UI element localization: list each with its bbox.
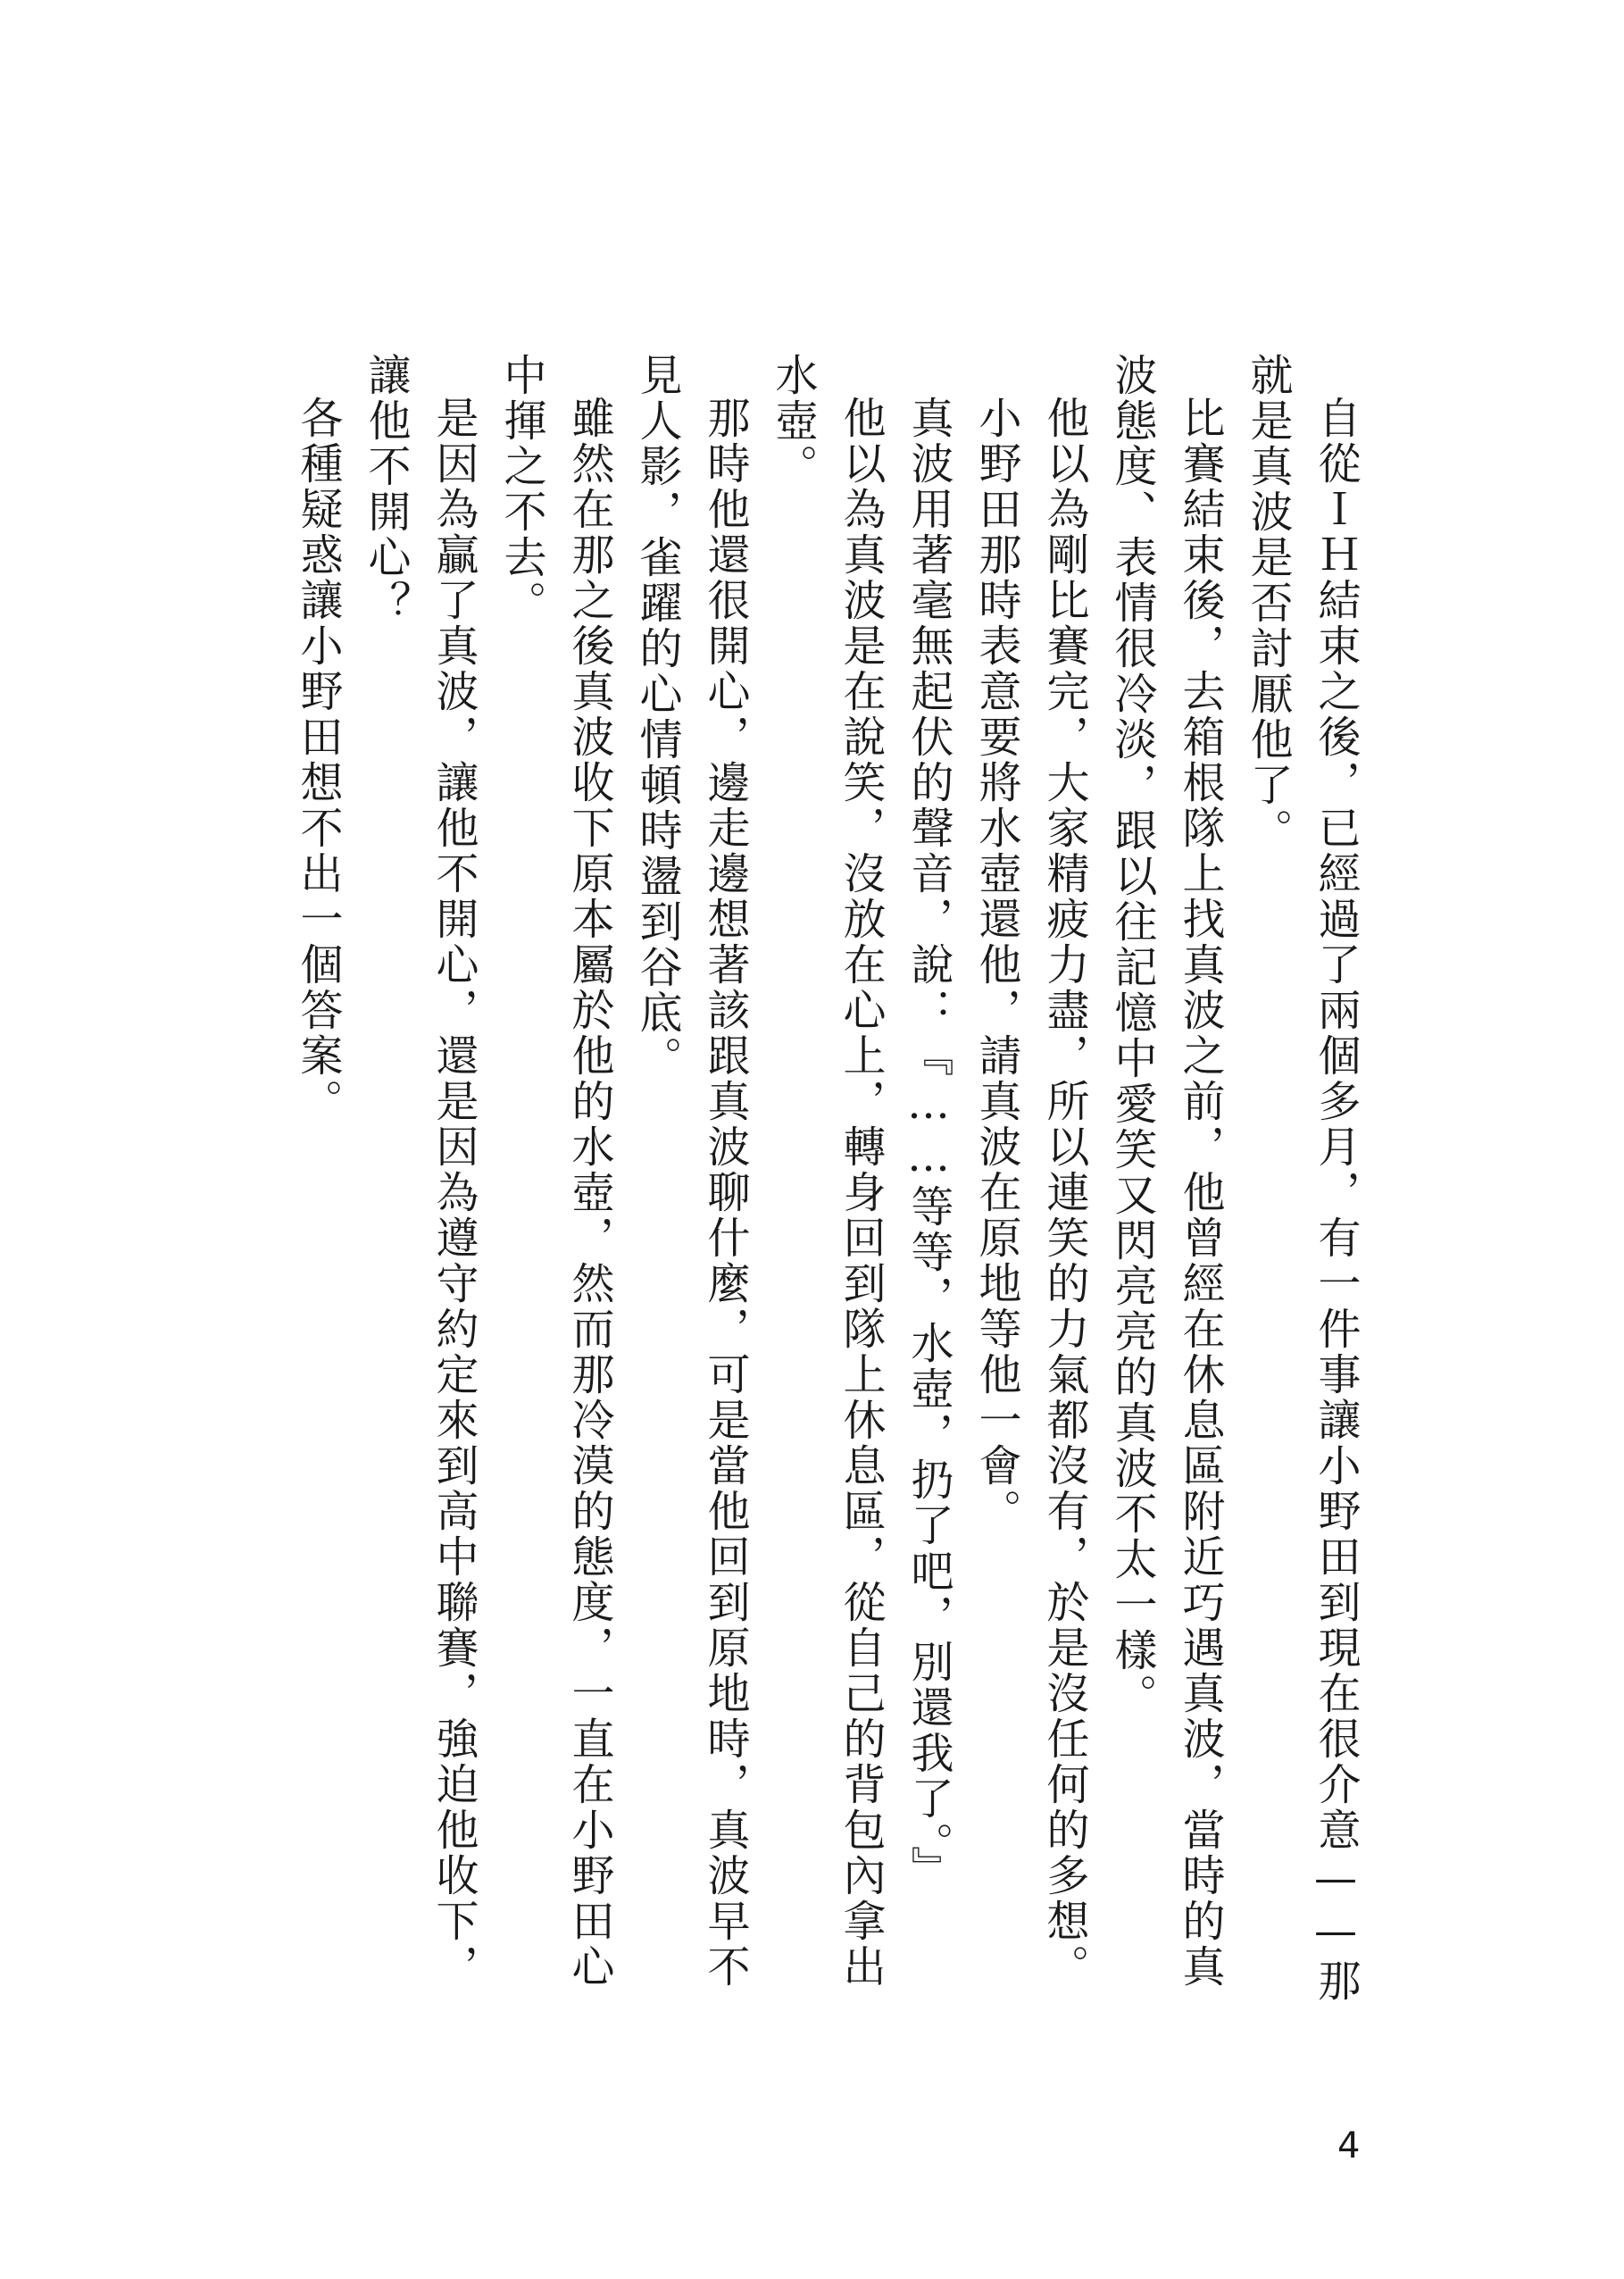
vertical-text-body	[284, 353, 1370, 2014]
paragraph-10: 各種疑惑讓小野田想不出一個答案。	[293, 396, 343, 1124]
paragraph-8: 雖然在那之後真波收下原本屬於他的水壺，然而那冷漠的態度，一直在小野田心中揮之不去。	[496, 353, 614, 1990]
paragraph-5: 真波用著毫無起伏的聲音，說：『……等等，水壺，扔了吧，別還我了。』	[904, 396, 954, 1891]
page-number: 4	[1337, 2125, 1361, 2166]
paragraph-6: 他以為真波是在說笑，沒放在心上，轉身回到隊上休息區，從自己的背包內拿出水壺。	[768, 353, 886, 1990]
paragraph-3: 他以為剛比賽完，大家精疲力盡，所以連笑的力氣都沒有，於是沒任何的多想。	[1039, 396, 1089, 1990]
paragraph-2: 比賽結束後，去箱根隊上找真波之前，他曾經在休息區附近巧遇真波，當時的真波態度、表情很冷淡，跟以往記憶中愛笑又閃亮亮的真波不太一樣。	[1107, 353, 1225, 1990]
paragraph-1: 自從ＩＨ結束之後，已經過了兩個多月，有一件事讓小野田到現在很介意——那就是真波是否討厭他了。	[1243, 353, 1361, 2004]
paragraph-4: 小野田那時表意要將水壺還他，請真波在原地等他一會。	[971, 396, 1021, 1534]
paragraph-9: 是因為贏了真波，讓他不開心，還是因為遵守約定來到高中聯賽，強迫他收下，讓他不開心？	[361, 353, 479, 1990]
paragraph-7: 那時他還很開心，邊走邊想著該跟真波聊什麼，可是當他回到原地時，真波早不見人影，雀躍的心情頓時盪到谷底。	[632, 353, 750, 1990]
